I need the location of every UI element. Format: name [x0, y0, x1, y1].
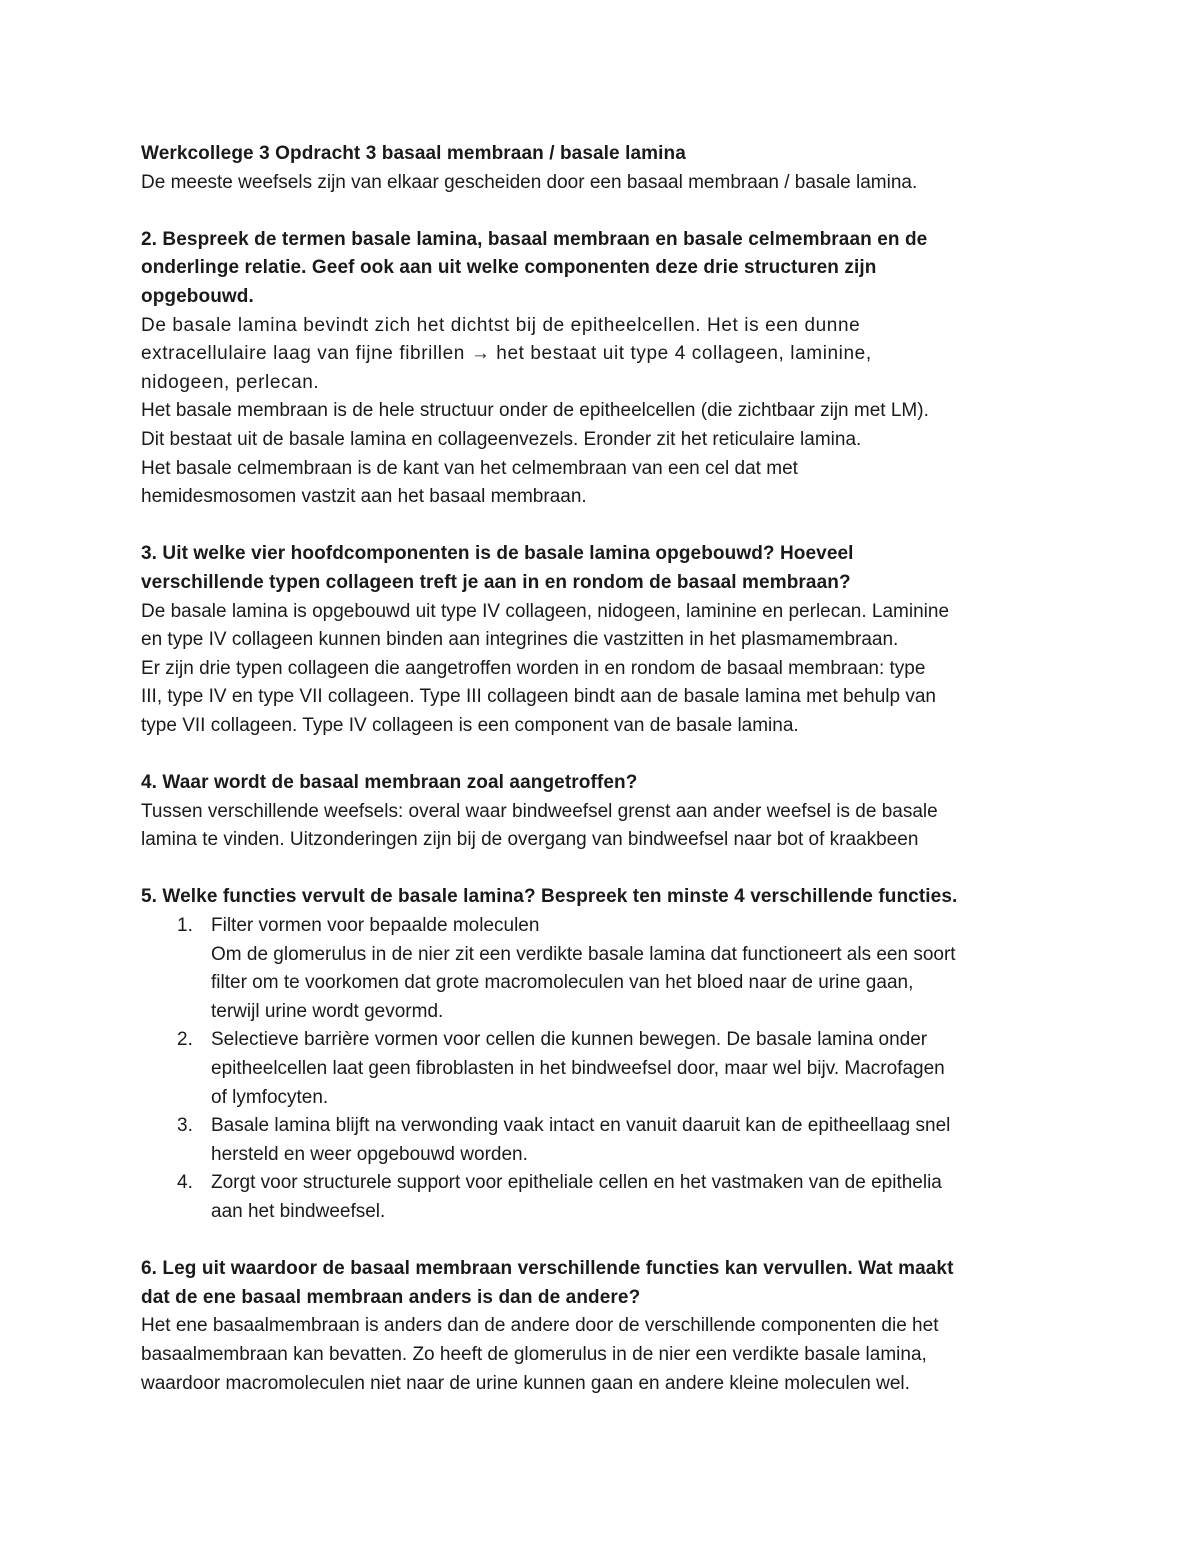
answer-6-line: Het ene basaalmembraan is anders dan de andere door de verschillende componenten die het [141, 1315, 939, 1337]
list-item-line: terwijl urine wordt gevormd. [211, 1000, 444, 1022]
spacer [141, 740, 1066, 769]
list-item-line: filter om te voorkomen dat grote macromoleculen van het bloed naar de urine gaan, [211, 972, 914, 994]
list-item-line: hersteld en weer opgebouwd worden. [211, 1143, 528, 1165]
answer-2-line: Dit bestaat uit de basale lamina en collageenvezels. Eronder zit het reticulaire lamina. [141, 428, 862, 450]
list-item [141, 1112, 1066, 1169]
list-item-line: Zorgt voor structurele support voor epitheliale cellen en het vastmaken van de epithelia [211, 1172, 942, 1194]
question-2-line: 2. Bespreek de termen basale lamina, basaal membraan en basale celmembraan en de [141, 228, 928, 250]
list-item-line: Om de glomerulus in de nier zit een verdikte basale lamina dat functioneert als een soort [211, 943, 956, 965]
list-item-line: Basale lamina blijft na verwonding vaak intact en vanuit daaruit kan de epitheellaag snel [211, 1115, 951, 1137]
answer-2-line: Het basale celmembraan is de kant van het celmembraan van een cel dat met [141, 457, 798, 479]
answer-2-line: hemidesmosomen vastzit aan het basaal membraan. [141, 486, 587, 508]
question-2-line: opgebouwd. [141, 285, 254, 307]
question-5-section [141, 883, 1066, 1226]
list-item [141, 1026, 1066, 1112]
question-3-line: 3. Uit welke vier hoofdcomponenten is de basale lamina opgebouwd? Hoeveel [141, 543, 854, 565]
spacer [141, 197, 1066, 226]
list-item-line: of lymfocyten. [211, 1086, 329, 1108]
question-6-section [141, 1255, 1066, 1398]
list-item-number: 2. [177, 1029, 193, 1051]
list-item-line: epitheelcellen laat geen fibroblasten in het bindweefsel door, maar wel bijv. Macrofagen [211, 1058, 945, 1079]
question-2-section [141, 226, 1066, 512]
functions-list [141, 912, 1066, 1227]
answer-2-line: nidogeen, perlecan. [141, 371, 320, 393]
answer-2-line: extracellulaire laag van fijne fibrillen → het bestaat uit type 4 collageen, laminine, [141, 343, 872, 365]
document-page [141, 140, 1066, 1398]
list-item-line: Selectieve barrière vormen voor cellen die kunnen bewegen. De basale lamina onder [211, 1029, 928, 1051]
spacer [141, 1227, 1066, 1256]
question-3-line: verschillende typen collageen treft je aan in en rondom de basaal membraan? [141, 571, 851, 593]
answer-2-line: Het basale membraan is de hele structuur onder de epitheelcellen (die zichtbaar zijn met LM). [141, 400, 929, 422]
answer-3-line: en type IV collageen kunnen binden aan integrines die vastzitten in het plasmamembraan. [141, 629, 899, 651]
question-2-line: onderlinge relatie. Geef ook aan uit welke componenten deze drie structuren zijn [141, 257, 877, 279]
list-item-line: Filter vormen voor bepaalde moleculen [211, 915, 540, 937]
list-item-number: 4. [177, 1172, 193, 1194]
answer-2-line: De basale lamina bevindt zich het dichtst bij de epitheelcellen. Het is een dunne [141, 314, 861, 336]
question-6-line: dat de ene basaal membraan anders is dan de andere? [141, 1286, 641, 1308]
answer-3-line: Er zijn drie typen collageen die aangetroffen worden in en rondom de basaal membraan: type [141, 657, 926, 679]
answer-3-line: III, type IV en type VII collageen. Type III collageen bindt aan de basale lamina met behulp van [141, 686, 937, 708]
list-item-number: 3. [177, 1115, 193, 1137]
spacer [141, 512, 1066, 541]
document-title: Werkcollege 3 Opdracht 3 basaal membraan / basale lamina [141, 143, 686, 164]
list-item-line: aan het bindweefsel. [211, 1200, 386, 1222]
question-3-section [141, 540, 1066, 740]
question-4-line: 4. Waar wordt de basaal membraan zoal aangetroffen? [141, 772, 638, 794]
list-item [141, 912, 1066, 1026]
answer-4-line: Tussen verschillende weefsels: overal waar bindweefsel grenst aan ander weefsel is de basale [141, 800, 938, 822]
list-item-number: 1. [177, 915, 193, 937]
question-5-line: 5. Welke functies vervult de basale lamina? Bespreek ten minste 4 verschillende functies. [141, 886, 958, 908]
question-4-section [141, 769, 1066, 855]
answer-3-line: De basale lamina is opgebouwd uit type IV collageen, nidogeen, laminine en perlecan. Laminine [141, 600, 950, 622]
spacer [141, 855, 1066, 884]
intro-text: De meeste weefsels zijn van elkaar gescheiden door een basaal membraan / basale lamina. [141, 171, 918, 193]
list-item [141, 1169, 1066, 1226]
answer-6-line: waardoor macromoleculen niet naar de urine kunnen gaan en andere kleine moleculen wel. [141, 1372, 910, 1394]
answer-4-line: lamina te vinden. Uitzonderingen zijn bij de overgang van bindweefsel naar bot of kraakbeen [141, 829, 919, 851]
question-6-line: 6. Leg uit waardoor de basaal membraan verschillende functies kan vervullen. Wat maakt [141, 1258, 954, 1280]
answer-6-line: basaalmembraan kan bevatten. Zo heeft de glomerulus in de nier een verdikte basale lamina, [141, 1343, 927, 1365]
answer-3-line: type VII collageen. Type IV collageen is een component van de basale lamina. [141, 714, 799, 736]
